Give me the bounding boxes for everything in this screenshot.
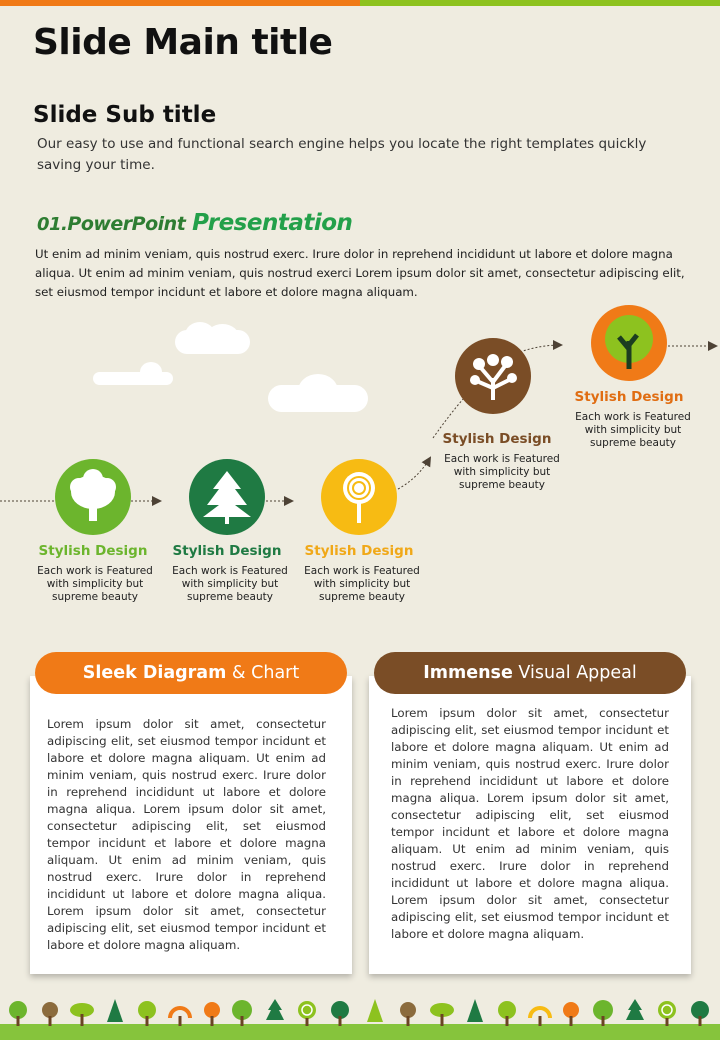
section-description: Ut enim ad minim veniam, quis nostrud exerc. Irure dolor in reprehend incididunt ut labore et dolore magna aliqua. Ut enim ad minim veniam, quis nostrud exerci Lorem ipsum dolor sit amet, consectetur adipiscing elit, set eiusmod tempor incidunt et labore et dolore magna aliquam. [35, 247, 685, 299]
step-2-circle [189, 459, 265, 535]
slide-sub-title: Slide Sub title [33, 102, 217, 128]
section-heading-presentation: Presentation [192, 210, 353, 236]
card-1-header [35, 652, 347, 694]
slide-main-title: Slide Main title [33, 22, 333, 63]
step-5-circle [591, 305, 667, 381]
step-3-desc: Each work is Featured with simplicity but supreme beauty [304, 565, 420, 603]
card-1-title-bold: Sleek Diagram [82, 663, 227, 683]
step-4-title: Stylish Design [442, 431, 552, 447]
step-2-desc: Each work is Featured with simplicity but supreme beauty [172, 565, 288, 603]
step-4-circle [455, 338, 531, 414]
heart-leaf-tree-icon [455, 338, 531, 414]
step-1-desc: Each work is Featured with simplicity but supreme beauty [37, 565, 153, 603]
card-sleek-diagram [30, 676, 352, 974]
card-immense-visual [369, 676, 691, 974]
step-4-desc: Each work is Featured with simplicity but supreme beauty [444, 453, 560, 491]
card-1-title-rest: & Chart [226, 663, 300, 683]
card-2-title-bold: Immense [423, 663, 513, 683]
broadleaf-tree-icon [55, 459, 131, 535]
card-2-header [374, 652, 686, 694]
step-3-title: Stylish Design [304, 543, 414, 559]
step-2-title: Stylish Design [172, 543, 282, 559]
pine-tree-icon [189, 459, 265, 535]
section-number: 01. [37, 214, 68, 235]
lollipop-tree-icon [321, 459, 397, 535]
step-1-circle [55, 459, 131, 535]
step-5-desc: Each work is Featured with simplicity but supreme beauty [575, 411, 691, 449]
card-2-text: Lorem ipsum dolor sit amet, consectetur adipiscing elit, set eiusmod tempor incidunt et labore et dolore magna aliquam. Ut enim ad minim veniam, quis nostrud exerc. Irure dolor in reprehend incididunt ut labore et dolore magna aliqua. Lorem ipsum dolor sit amet, consectetur adipiscing elit, set eiusmod tempor incidunt et labore et dolore magna aliquam. Ut enim ad minim veniam, quis nostrud exerc. Irure dolor in reprehend incididunt ut labore et dolore magna aliqua. Lorem ipsum dolor sit amet, consectetur adipiscing elit, set eiusmod tempor incidunt et labore et dolore magna aliquam. [391, 706, 669, 941]
card-2-title-rest: Visual Appeal [512, 663, 637, 683]
tree-border-decoration [0, 996, 720, 1040]
section-heading-powerpoint: PowerPoint [67, 213, 186, 235]
slide-sub-description: Our easy to use and functional search engine helps you locate the right templates quickly saving your time. [37, 136, 647, 173]
step-1-title: Stylish Design [38, 543, 148, 559]
green-tree-icon [591, 305, 667, 381]
step-5-title: Stylish Design [574, 389, 684, 405]
card-1-text: Lorem ipsum dolor sit amet, consectetur adipiscing elit, set eiusmod tempor incidunt et labore et dolore magna aliquam. Ut enim ad minim veniam, quis nostrud exerc. Irure dolor in reprehend incididunt ut labore et dolore magna aliqua. Lorem ipsum dolor sit amet, consectetur adipiscing elit, set eiusmod tempor incidunt et labore et dolore magna aliquam. Ut enim ad minim veniam, quis nostrud exerc. Irure dolor in reprehend incididunt ut labore et dolore magna aliqua. Lorem ipsum dolor sit amet, consectetur adipiscing elit, set eiusmod tempor incidunt et labore et dolore magna aliquam. [47, 717, 326, 952]
step-3-circle [321, 459, 397, 535]
